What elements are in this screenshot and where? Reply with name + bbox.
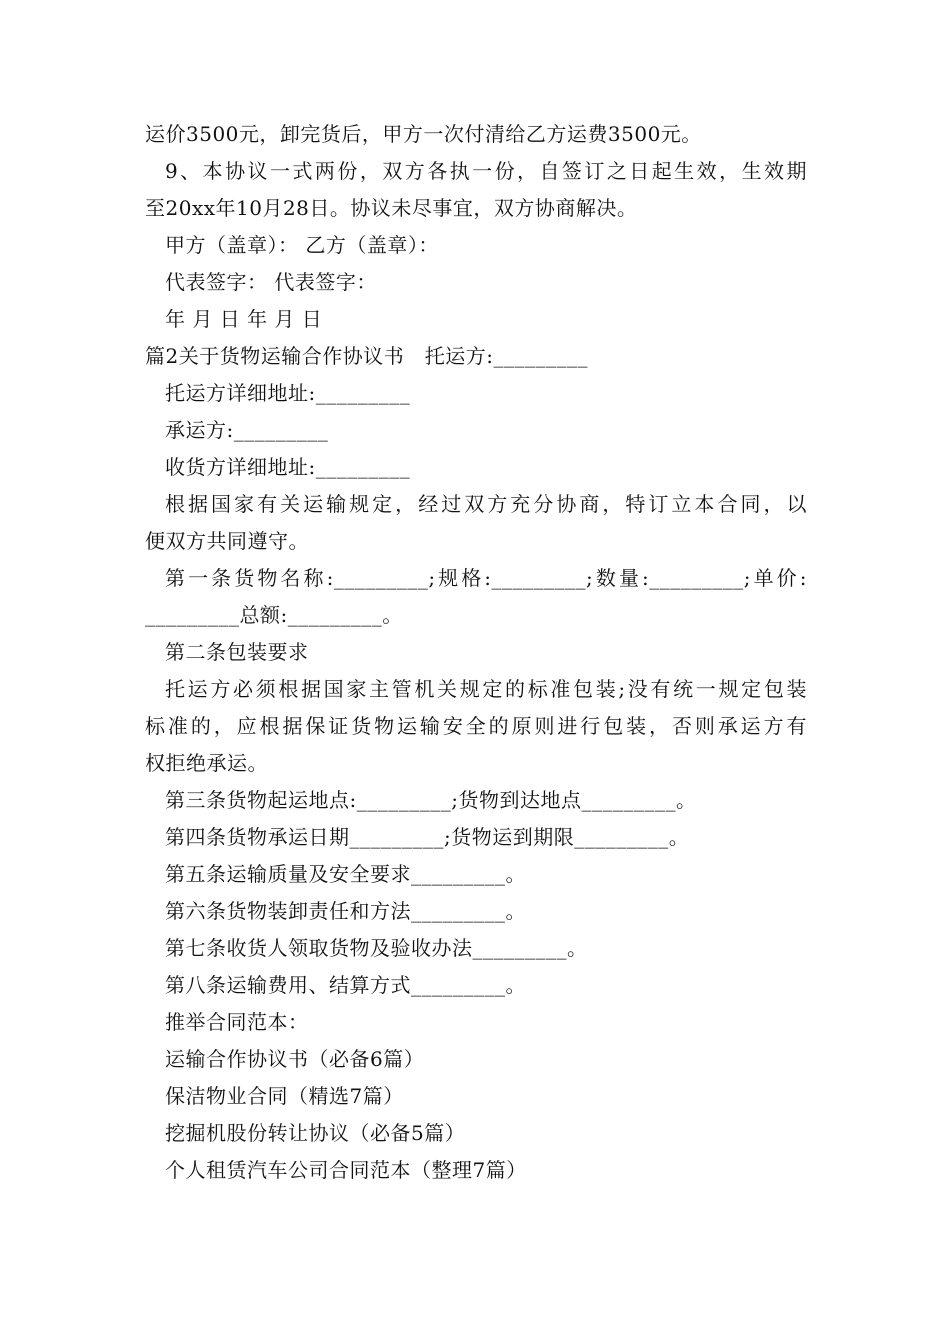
body-line: 托运方必须根据国家主管机关规定的标准包装;没有统一规定包装 [165, 677, 807, 701]
recommend-item: 运输合作协议书（必备6篇） [165, 1047, 425, 1071]
recommend-item: 个人租赁汽车公司合同范本（整理7篇） [165, 1158, 527, 1182]
article-line: 第二条包装要求 [165, 640, 309, 664]
recommend-item: 保洁物业合同（精选7篇） [165, 1084, 404, 1108]
article-line: 第三条货物起运地点:_________;货物到达地点_________。 [165, 788, 697, 812]
signature-representative-line: 代表签字： 代表签字： [165, 270, 377, 294]
body-line: 标准的，应根据保证货物运输安全的原则进行包装，否则承运方有 [145, 714, 807, 738]
signature-date-line: 年 月 日 年 月 日 [165, 307, 323, 331]
body-line: 托运方详细地址:_________ [165, 381, 411, 405]
body-line: 根据国家有关运输规定，经过双方充分协商，特订立本合同，以 [165, 492, 807, 516]
article-line: 第五条运输质量及安全要求_________。 [165, 862, 526, 886]
signature-party-line: 甲方（盖章）： 乙方（盖章）： [165, 233, 439, 257]
article-line: 第七条收货人领取货物及验收办法_________。 [165, 936, 588, 960]
body-line: 至20xx年10月28日。协议未尽事宜，双方协商解决。 [145, 196, 638, 220]
document-page [145, 116, 807, 1189]
body-line: 收货方详细地址:_________ [165, 455, 411, 479]
article-line: 第一条货物名称:_________;规格:_________;数量:_________;单价: [165, 566, 807, 590]
body-line: 9、本协议一式两份，双方各执一份，自签订之日起生效，生效期 [165, 159, 807, 183]
article-line: _________总额:_________。 [145, 603, 403, 627]
recommend-heading: 推举合同范本： [165, 1010, 309, 1034]
body-line: 权拒绝承运。 [145, 751, 268, 775]
body-line: 承运方:_________ [165, 418, 329, 442]
recommend-item: 挖掘机股份转让协议（必备5篇） [165, 1121, 466, 1145]
body-line: 便双方共同遵守。 [145, 529, 309, 553]
article-line: 第四条货物承运日期_________;货物运到期限_________。 [165, 825, 690, 849]
section-title: 篇2关于货物运输合作协议书 托运方:_________ [145, 344, 588, 368]
body-line: 运价3500元，卸完货后，甲方一次付清给乙方运费3500元。 [145, 122, 702, 146]
article-line: 第八条运输费用、结算方式_________。 [165, 973, 526, 997]
article-line: 第六条货物装卸责任和方法_________。 [165, 899, 526, 923]
